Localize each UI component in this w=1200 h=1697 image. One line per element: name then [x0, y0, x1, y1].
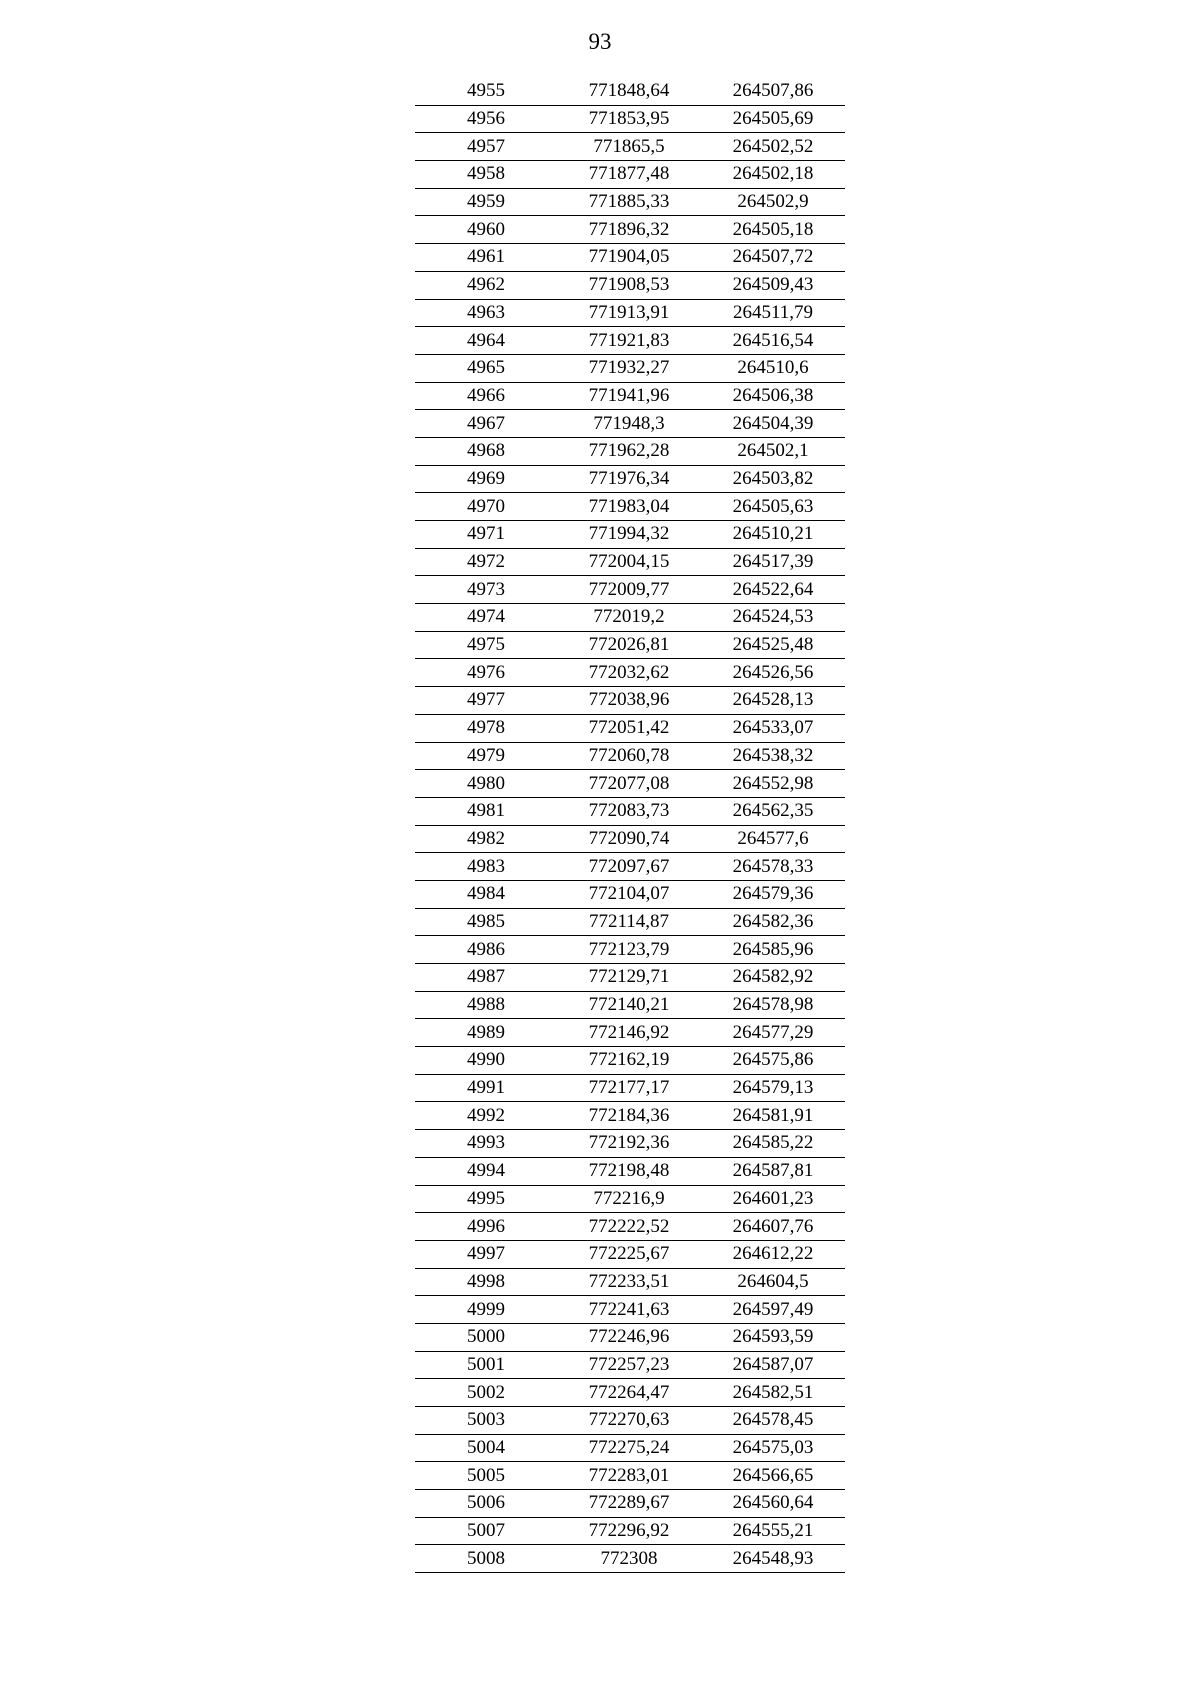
- point-number-cell: 5007: [415, 1517, 557, 1545]
- table-row: [415, 1462, 845, 1490]
- x-coordinate-cell: 772060,78: [557, 742, 701, 770]
- x-coordinate-cell: 772283,01: [557, 1462, 701, 1490]
- table-row: [415, 1545, 845, 1573]
- point-number-cell: 5005: [415, 1462, 557, 1490]
- point-number-cell: 4996: [415, 1213, 557, 1241]
- x-coordinate-cell: 771976,34: [557, 465, 701, 493]
- table-row: [415, 1102, 845, 1130]
- table-row: [415, 1379, 845, 1407]
- table-row: [415, 659, 845, 687]
- x-coordinate-cell: 772257,23: [557, 1351, 701, 1379]
- y-coordinate-cell: 264585,22: [701, 1130, 845, 1158]
- y-coordinate-cell: 264507,86: [701, 78, 845, 105]
- table-row: [415, 853, 845, 881]
- table-row: [415, 1074, 845, 1102]
- point-number-cell: 4955: [415, 78, 557, 105]
- x-coordinate-cell: 772222,52: [557, 1213, 701, 1241]
- point-number-cell: 4981: [415, 797, 557, 825]
- point-number-cell: 4972: [415, 548, 557, 576]
- point-number-cell: 4993: [415, 1130, 557, 1158]
- table-row: [415, 1268, 845, 1296]
- y-coordinate-cell: 264582,36: [701, 908, 845, 936]
- table-row: [415, 991, 845, 1019]
- x-coordinate-cell: 772308: [557, 1545, 701, 1573]
- point-number-cell: 4985: [415, 908, 557, 936]
- point-number-cell: 5006: [415, 1490, 557, 1518]
- x-coordinate-cell: 771994,32: [557, 521, 701, 549]
- x-coordinate-cell: 772004,15: [557, 548, 701, 576]
- table-row: [415, 1240, 845, 1268]
- page-number: 93: [588, 29, 612, 54]
- point-number-cell: 4977: [415, 687, 557, 715]
- table-row: [415, 1157, 845, 1185]
- y-coordinate-cell: 264597,49: [701, 1296, 845, 1324]
- y-coordinate-cell: 264506,38: [701, 382, 845, 410]
- x-coordinate-cell: 772090,74: [557, 825, 701, 853]
- x-coordinate-cell: 771853,95: [557, 105, 701, 133]
- y-coordinate-cell: 264587,81: [701, 1157, 845, 1185]
- point-number-cell: 4963: [415, 299, 557, 327]
- point-number-cell: 4957: [415, 133, 557, 161]
- table-row: [415, 687, 845, 715]
- y-coordinate-cell: 264582,51: [701, 1379, 845, 1407]
- y-coordinate-cell: 264604,5: [701, 1268, 845, 1296]
- table-row: [415, 1490, 845, 1518]
- table-row: [415, 576, 845, 604]
- point-number-cell: 4971: [415, 521, 557, 549]
- y-coordinate-cell: 264522,64: [701, 576, 845, 604]
- point-number-cell: 5002: [415, 1379, 557, 1407]
- table-row: [415, 133, 845, 161]
- point-number-cell: 4969: [415, 465, 557, 493]
- y-coordinate-cell: 264502,52: [701, 133, 845, 161]
- table-row: [415, 908, 845, 936]
- x-coordinate-cell: 772083,73: [557, 797, 701, 825]
- table-row: [415, 1351, 845, 1379]
- y-coordinate-cell: 264578,33: [701, 853, 845, 881]
- y-coordinate-cell: 264509,43: [701, 271, 845, 299]
- x-coordinate-cell: 771896,32: [557, 216, 701, 244]
- y-coordinate-cell: 264560,64: [701, 1490, 845, 1518]
- x-coordinate-cell: 772233,51: [557, 1268, 701, 1296]
- table-row: [415, 299, 845, 327]
- x-coordinate-cell: 771904,05: [557, 244, 701, 272]
- point-number-cell: 4987: [415, 964, 557, 992]
- point-number-cell: 4976: [415, 659, 557, 687]
- table-row: [415, 548, 845, 576]
- point-number-cell: 5004: [415, 1434, 557, 1462]
- x-coordinate-cell: 772225,67: [557, 1240, 701, 1268]
- table-row: [415, 410, 845, 438]
- point-number-cell: 4964: [415, 327, 557, 355]
- x-coordinate-cell: 771932,27: [557, 354, 701, 382]
- y-coordinate-cell: 264566,65: [701, 1462, 845, 1490]
- x-coordinate-cell: 771913,91: [557, 299, 701, 327]
- table-row: [415, 1434, 845, 1462]
- x-coordinate-cell: 771848,64: [557, 78, 701, 105]
- x-coordinate-cell: 772192,36: [557, 1130, 701, 1158]
- point-number-cell: 5001: [415, 1351, 557, 1379]
- point-number-cell: 4999: [415, 1296, 557, 1324]
- x-coordinate-cell: 772038,96: [557, 687, 701, 715]
- y-coordinate-cell: 264593,59: [701, 1323, 845, 1351]
- point-number-cell: 4998: [415, 1268, 557, 1296]
- point-number-cell: 4973: [415, 576, 557, 604]
- table-row: [415, 1517, 845, 1545]
- x-coordinate-cell: 772129,71: [557, 964, 701, 992]
- point-number-cell: 5000: [415, 1323, 557, 1351]
- point-number-cell: 4992: [415, 1102, 557, 1130]
- point-number-cell: 4983: [415, 853, 557, 881]
- y-coordinate-cell: 264579,36: [701, 880, 845, 908]
- x-coordinate-cell: 772051,42: [557, 714, 701, 742]
- table-row: [415, 604, 845, 632]
- table-row: [415, 244, 845, 272]
- table-row: [415, 1407, 845, 1435]
- point-number-cell: 4960: [415, 216, 557, 244]
- table-row: [415, 78, 845, 105]
- x-coordinate-cell: 772177,17: [557, 1074, 701, 1102]
- x-coordinate-cell: 772077,08: [557, 770, 701, 798]
- table-row: [415, 797, 845, 825]
- x-coordinate-cell: 772241,63: [557, 1296, 701, 1324]
- x-coordinate-cell: 772198,48: [557, 1157, 701, 1185]
- y-coordinate-cell: 264511,79: [701, 299, 845, 327]
- x-coordinate-cell: 772275,24: [557, 1434, 701, 1462]
- y-coordinate-cell: 264510,21: [701, 521, 845, 549]
- table-row: [415, 382, 845, 410]
- point-number-cell: 4997: [415, 1240, 557, 1268]
- x-coordinate-cell: 772123,79: [557, 936, 701, 964]
- x-coordinate-cell: 772097,67: [557, 853, 701, 881]
- table-row: [415, 770, 845, 798]
- y-coordinate-cell: 264504,39: [701, 410, 845, 438]
- point-number-cell: 4962: [415, 271, 557, 299]
- x-coordinate-cell: 771865,5: [557, 133, 701, 161]
- table-row: [415, 1213, 845, 1241]
- point-number-cell: 4958: [415, 161, 557, 189]
- table-row: [415, 1130, 845, 1158]
- point-number-cell: 4995: [415, 1185, 557, 1213]
- table-row: [415, 631, 845, 659]
- y-coordinate-cell: 264579,13: [701, 1074, 845, 1102]
- x-coordinate-cell: 772019,2: [557, 604, 701, 632]
- y-coordinate-cell: 264502,1: [701, 437, 845, 465]
- point-number-cell: 4975: [415, 631, 557, 659]
- point-number-cell: 4990: [415, 1047, 557, 1075]
- table-row: [415, 521, 845, 549]
- x-coordinate-cell: 772146,92: [557, 1019, 701, 1047]
- point-number-cell: 4994: [415, 1157, 557, 1185]
- point-number-cell: 4986: [415, 936, 557, 964]
- table-row: [415, 964, 845, 992]
- table-row: [415, 880, 845, 908]
- y-coordinate-cell: 264612,22: [701, 1240, 845, 1268]
- y-coordinate-cell: 264526,56: [701, 659, 845, 687]
- x-coordinate-cell: 772289,67: [557, 1490, 701, 1518]
- y-coordinate-cell: 264502,9: [701, 188, 845, 216]
- x-coordinate-cell: 771921,83: [557, 327, 701, 355]
- y-coordinate-cell: 264581,91: [701, 1102, 845, 1130]
- y-coordinate-cell: 264607,76: [701, 1213, 845, 1241]
- x-coordinate-cell: 771962,28: [557, 437, 701, 465]
- table-row: [415, 465, 845, 493]
- point-number-cell: 4974: [415, 604, 557, 632]
- x-coordinate-cell: 772246,96: [557, 1323, 701, 1351]
- table-row: [415, 161, 845, 189]
- y-coordinate-cell: 264587,07: [701, 1351, 845, 1379]
- y-coordinate-cell: 264505,63: [701, 493, 845, 521]
- table-row: [415, 742, 845, 770]
- y-coordinate-cell: 264552,98: [701, 770, 845, 798]
- table-row: [415, 493, 845, 521]
- point-number-cell: 4982: [415, 825, 557, 853]
- point-number-cell: 4959: [415, 188, 557, 216]
- x-coordinate-cell: 772026,81: [557, 631, 701, 659]
- table-row: [415, 1323, 845, 1351]
- y-coordinate-cell: 264578,98: [701, 991, 845, 1019]
- table-row: [415, 1047, 845, 1075]
- table-row: [415, 188, 845, 216]
- table-row: [415, 354, 845, 382]
- table-row: [415, 1019, 845, 1047]
- table-row: [415, 105, 845, 133]
- x-coordinate-cell: 772114,87: [557, 908, 701, 936]
- point-number-cell: 5003: [415, 1407, 557, 1435]
- point-number-cell: 4988: [415, 991, 557, 1019]
- x-coordinate-cell: 771885,33: [557, 188, 701, 216]
- table-row: [415, 327, 845, 355]
- x-coordinate-cell: 771877,48: [557, 161, 701, 189]
- y-coordinate-cell: 264524,53: [701, 604, 845, 632]
- y-coordinate-cell: 264538,32: [701, 742, 845, 770]
- point-number-cell: 4978: [415, 714, 557, 742]
- y-coordinate-cell: 264577,29: [701, 1019, 845, 1047]
- point-number-cell: 5008: [415, 1545, 557, 1573]
- table-row: [415, 1185, 845, 1213]
- point-number-cell: 4956: [415, 105, 557, 133]
- x-coordinate-cell: 772184,36: [557, 1102, 701, 1130]
- x-coordinate-cell: 772009,77: [557, 576, 701, 604]
- y-coordinate-cell: 264577,6: [701, 825, 845, 853]
- coordinates-table-body: [415, 78, 845, 1573]
- point-number-cell: 4984: [415, 880, 557, 908]
- x-coordinate-cell: 772296,92: [557, 1517, 701, 1545]
- y-coordinate-cell: 264578,45: [701, 1407, 845, 1435]
- table-row: [415, 936, 845, 964]
- y-coordinate-cell: 264533,07: [701, 714, 845, 742]
- y-coordinate-cell: 264502,18: [701, 161, 845, 189]
- coordinates-table: [415, 78, 845, 1573]
- y-coordinate-cell: 264525,48: [701, 631, 845, 659]
- x-coordinate-cell: 772162,19: [557, 1047, 701, 1075]
- y-coordinate-cell: 264575,03: [701, 1434, 845, 1462]
- x-coordinate-cell: 771948,3: [557, 410, 701, 438]
- x-coordinate-cell: 772104,07: [557, 880, 701, 908]
- y-coordinate-cell: 264562,35: [701, 797, 845, 825]
- y-coordinate-cell: 264575,86: [701, 1047, 845, 1075]
- x-coordinate-cell: 771983,04: [557, 493, 701, 521]
- y-coordinate-cell: 264516,54: [701, 327, 845, 355]
- table-row: [415, 271, 845, 299]
- table-row: [415, 825, 845, 853]
- x-coordinate-cell: 772270,63: [557, 1407, 701, 1435]
- table-row: [415, 437, 845, 465]
- y-coordinate-cell: 264528,13: [701, 687, 845, 715]
- y-coordinate-cell: 264505,18: [701, 216, 845, 244]
- y-coordinate-cell: 264503,82: [701, 465, 845, 493]
- point-number-cell: 4980: [415, 770, 557, 798]
- x-coordinate-cell: 772032,62: [557, 659, 701, 687]
- point-number-cell: 4968: [415, 437, 557, 465]
- x-coordinate-cell: 772264,47: [557, 1379, 701, 1407]
- x-coordinate-cell: 772216,9: [557, 1185, 701, 1213]
- x-coordinate-cell: 772140,21: [557, 991, 701, 1019]
- y-coordinate-cell: 264582,92: [701, 964, 845, 992]
- point-number-cell: 4965: [415, 354, 557, 382]
- y-coordinate-cell: 264548,93: [701, 1545, 845, 1573]
- y-coordinate-cell: 264517,39: [701, 548, 845, 576]
- y-coordinate-cell: 264585,96: [701, 936, 845, 964]
- point-number-cell: 4961: [415, 244, 557, 272]
- point-number-cell: 4989: [415, 1019, 557, 1047]
- point-number-cell: 4967: [415, 410, 557, 438]
- point-number-cell: 4991: [415, 1074, 557, 1102]
- y-coordinate-cell: 264555,21: [701, 1517, 845, 1545]
- y-coordinate-cell: 264507,72: [701, 244, 845, 272]
- table-row: [415, 216, 845, 244]
- point-number-cell: 4970: [415, 493, 557, 521]
- y-coordinate-cell: 264510,6: [701, 354, 845, 382]
- table-row: [415, 1296, 845, 1324]
- point-number-cell: 4979: [415, 742, 557, 770]
- table-row: [415, 714, 845, 742]
- y-coordinate-cell: 264505,69: [701, 105, 845, 133]
- y-coordinate-cell: 264601,23: [701, 1185, 845, 1213]
- x-coordinate-cell: 771908,53: [557, 271, 701, 299]
- x-coordinate-cell: 771941,96: [557, 382, 701, 410]
- point-number-cell: 4966: [415, 382, 557, 410]
